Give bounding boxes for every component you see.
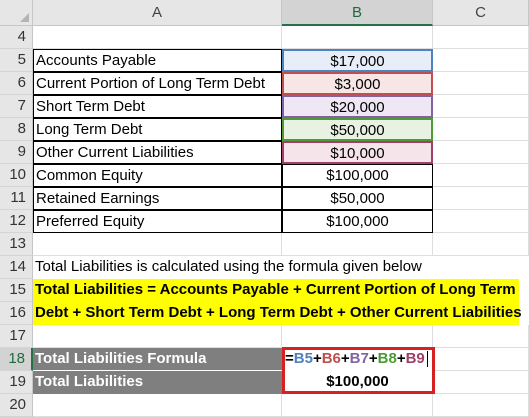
row-header[interactable]: 14 — [0, 256, 33, 279]
sheet-row — [0, 164, 529, 187]
cell-b10[interactable]: $100,000 — [282, 164, 433, 187]
formula-ref-b7: B7 — [349, 350, 369, 367]
cell-c4[interactable] — [433, 26, 529, 49]
row-header[interactable]: 4 — [0, 26, 33, 49]
sheet-row — [0, 210, 529, 233]
cell-c9[interactable] — [433, 141, 529, 164]
cell-c17[interactable] — [433, 325, 529, 348]
column-header-a[interactable]: A — [33, 0, 282, 26]
row-header[interactable]: 10 — [0, 164, 33, 187]
formula-ref-b6: B6 — [321, 350, 341, 367]
text-cursor — [427, 351, 428, 367]
sheet-row — [0, 141, 529, 164]
row-header[interactable]: 16 — [0, 302, 33, 325]
sheet-row — [0, 302, 529, 325]
cell-c5[interactable] — [433, 49, 529, 72]
cell-a10[interactable]: Common Equity — [33, 164, 282, 187]
row-header[interactable]: 18 — [0, 348, 33, 371]
column-header-c[interactable]: C — [433, 0, 529, 26]
cell-a20[interactable] — [33, 394, 282, 417]
formula-ref-b5: B5 — [293, 350, 313, 367]
row-header[interactable]: 13 — [0, 233, 33, 256]
cell-a19-label[interactable]: Total Liabilities — [33, 371, 282, 394]
sheet-row — [0, 256, 529, 279]
row-header[interactable]: 7 — [0, 95, 33, 118]
cell-c6[interactable] — [433, 72, 529, 95]
formula-ref-b8: B8 — [377, 350, 397, 367]
cell-b13[interactable] — [282, 233, 433, 256]
select-all-corner[interactable] — [0, 0, 33, 26]
row-header[interactable]: 6 — [0, 72, 33, 95]
cell-c11[interactable] — [433, 187, 529, 210]
cell-b8[interactable]: $50,000 — [282, 118, 433, 141]
formula-plus: + — [368, 350, 378, 367]
sheet-row — [0, 394, 529, 417]
cell-a13[interactable] — [33, 233, 282, 256]
cell-a9[interactable]: Other Current Liabilities — [33, 141, 282, 164]
row-header[interactable]: 11 — [0, 187, 33, 210]
cell-a15-formula-text[interactable]: Total Liabilities = Accounts Payable + Current Portion of Long Term — [33, 279, 519, 302]
sheet-row — [0, 279, 529, 302]
cell-a6[interactable]: Current Portion of Long Term Debt — [33, 72, 282, 95]
formula-ref-b9: B9 — [405, 350, 425, 367]
formula-equals: = — [285, 350, 294, 367]
cell-a11[interactable]: Retained Earnings — [33, 187, 282, 210]
cell-a5[interactable]: Accounts Payable — [33, 49, 282, 72]
sheet-row — [0, 187, 529, 210]
column-header-b[interactable]: B — [282, 0, 433, 26]
cell-c8[interactable] — [433, 118, 529, 141]
cell-a14-note[interactable]: Total Liabilities is calculated using the formula given below — [35, 258, 422, 275]
row-header[interactable]: 5 — [0, 49, 33, 72]
row-header[interactable]: 17 — [0, 325, 33, 348]
cell-b4[interactable] — [282, 26, 433, 49]
cell-b9[interactable]: $10,000 — [282, 141, 433, 164]
cell-b7[interactable]: $20,000 — [282, 95, 433, 118]
sheet-row — [0, 118, 529, 141]
cell-a12[interactable]: Preferred Equity — [33, 210, 282, 233]
sheet-row — [0, 26, 529, 49]
cell-a7[interactable]: Short Term Debt — [33, 95, 282, 118]
row-header[interactable]: 15 — [0, 279, 33, 302]
cell-b6[interactable]: $3,000 — [282, 72, 433, 95]
cell-c10[interactable] — [433, 164, 529, 187]
sheet-row — [0, 371, 529, 394]
sheet-row — [0, 95, 529, 118]
formula-plus: + — [312, 350, 322, 367]
cell-b5[interactable]: $17,000 — [282, 49, 433, 72]
formula-plus: + — [340, 350, 350, 367]
cell-a4[interactable] — [33, 26, 282, 49]
cell-b19-result[interactable]: $100,000 — [326, 373, 389, 390]
row-header[interactable]: 12 — [0, 210, 33, 233]
sheet-row — [0, 72, 529, 95]
row-header[interactable]: 8 — [0, 118, 33, 141]
cell-b12[interactable]: $100,000 — [282, 210, 433, 233]
sheet-row — [0, 348, 529, 371]
row-header[interactable]: 20 — [0, 394, 33, 417]
formula-plus: + — [396, 350, 406, 367]
cell-b18-formula[interactable] — [282, 348, 433, 371]
cell-c20[interactable] — [433, 394, 529, 417]
cell-c18[interactable] — [433, 348, 529, 371]
row-header[interactable]: 19 — [0, 371, 33, 394]
row-header[interactable]: 9 — [0, 141, 33, 164]
cell-a16-formula-text[interactable]: Debt + Short Term Debt + Long Term Debt + Other Current Liabilities — [33, 302, 519, 325]
cell-a17[interactable] — [33, 325, 282, 348]
sheet-row — [0, 233, 529, 256]
cell-c19[interactable] — [433, 371, 529, 394]
cell-b20[interactable] — [282, 394, 433, 417]
cell-c12[interactable] — [433, 210, 529, 233]
sheet-row — [0, 325, 529, 348]
cell-a8[interactable]: Long Term Debt — [33, 118, 282, 141]
cell-b11[interactable]: $50,000 — [282, 187, 433, 210]
cell-b17[interactable] — [282, 325, 433, 348]
cell-c13[interactable] — [433, 233, 529, 256]
sheet-row — [0, 49, 529, 72]
cell-a18-label[interactable]: Total Liabilities Formula — [33, 348, 282, 371]
cell-c7[interactable] — [433, 95, 529, 118]
